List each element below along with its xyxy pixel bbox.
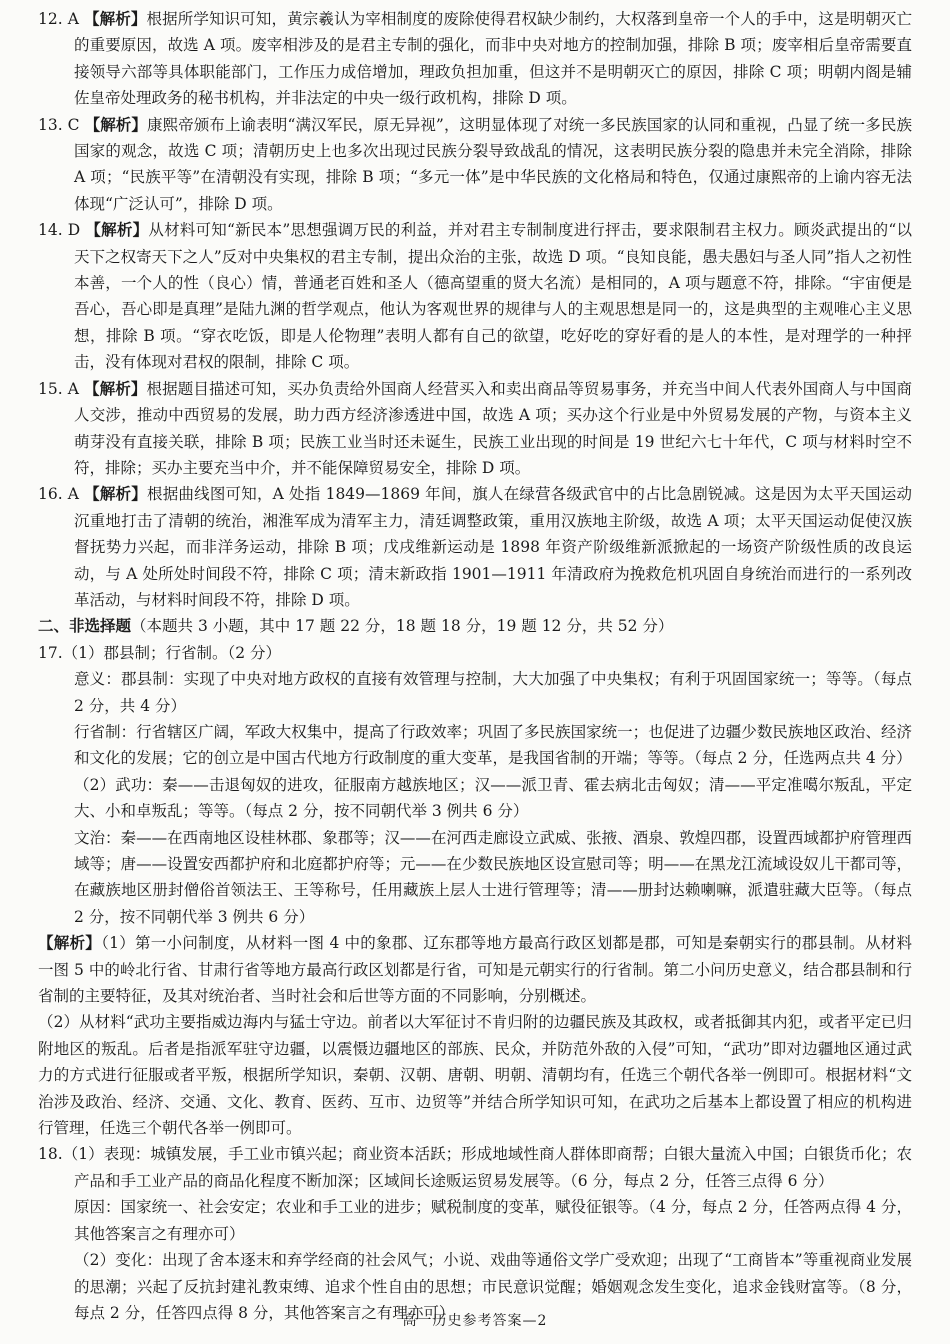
- answer-17-analysis: [38, 930, 912, 1009]
- answer-text: 根据题目描述可知，买办负责给外国商人经营买入和卖出商品等贸易事务，并充当中间人代表外国商人与中国商人交涉，推动中西贸易的发展，助力西方经济渗透进中国，故选 A 项；买办这个行业是中外贸易发展的产物，与资本主义萌芽没有直接关联，排除 B 项；民族工业当时还未诞生，民族工业出现的时间是 19 世纪六七十年代，C 项与材料时空不符，排除；买办主要充当中介，并不能保障贸易安全，排除 D 项。: [74, 379, 912, 477]
- answer-15: [38, 376, 912, 482]
- answer-17-part2-military: （2）武功：秦——击退匈奴的进攻，征服南方越族地区；汉——派卫青、霍去病北击匈奴；清——平定准噶尔叛乱，平定大、小和卓叛乱；等等。（每点 2 分，按不同朝代举 3 例共 6 分）: [74, 775, 912, 821]
- answer-17-significance-junxian: 意义：郡县制：实现了中央对地方政权的直接有效管理与控制，大大加强了中央集权；有利于巩固国家统一；等等。（每点 2 分，共 4 分）: [74, 670, 912, 715]
- answer-17-analysis-part2: （2）从材料“武功主要指威边海内与猛士守边。前者以大军征讨不肯归附的边疆民族及其政权，或者抵御其内犯，或者平定已归附地区的叛乱。后者是指派军驻守边疆，以震慑边疆地区的部族、民众，并防范外敌的入侵”可知，“武功”即对边疆地区通过武力的方式进行征服或者平叛，根据所学知识，秦朝、汉朝、唐朝、明朝、清朝均有，任选三个朝代各举一例即可。根据材料“文治涉及政治、经济、交通、文化、教育、医药、互市、边贸等”并结合所学知识可知，在武功之后基本上都设置了相应的机构进行管理，任选三个朝代各举一例即可。: [38, 1013, 912, 1138]
- answer-number: 16. A: [38, 485, 79, 504]
- analysis-tag: 【解析】: [84, 114, 148, 134]
- answer-17-part2-civil: 文治：秦——在西南地区设桂林郡、象郡等；汉——在河西走廊设立武威、张掖、酒泉、敦煌四郡，设置西域都护府管理西域等；唐——设置安西都护府和北庭都护府等；元——在少数民族地区设宣慰司等；明——在黑龙江流域设奴儿干都司等，在藏族地区册封僧俗首领法王、王等称号，任用藏族上层人士进行管理等；清——册封达赖喇嘛，派遣驻藏大臣等。（每点 2 分，按不同朝代举 3 例共 6 分）: [74, 828, 912, 926]
- page-footer: 高一历史参考答案—2: [402, 1313, 548, 1329]
- answer-14: [38, 217, 912, 375]
- answer-text: 根据曲线图可知，A 处指 1849—1869 年间，旗人在绿营各级武官中的占比急剧锐减。这是因为太平天国运动沉重地打击了清朝的统治，湘淮军成为清军主力，清廷调整政策，重用汉族地主阶级，故选 A 项；太平天国运动促使汉族督抚势力兴起，而非洋务运动，排除 B 项；戊戌维新运动是 1898 年资产阶级维新派掀起的一场资产阶级性质的改良运动，与 A 处所处时间段不符，排除 C 项；清末新政指 1901—1911 年清政府为挽救危机巩固自身统治而进行的一系列改革活动，与材料时间段不符，排除 D 项。: [74, 485, 912, 609]
- answer-number: 12. A: [38, 10, 79, 28]
- answer-text: 从材料可知“新民本”思想强调万民的利益，并对君主专制制度进行抨击，要求限制君主权力。顾炎武提出的“以天下之权寄天下之人”反对中央集权的君主专制，提出众治的主张，故选 D 项。“良知良能，愚夫愚妇与圣人同”指人之初性本善，一个人的性（良心）情，普通老百姓和圣人（德高望重的贤大名流）是相同的，A 项与题意不符，排除。“宇宙便是吾心，吾心即是真理”是陆九渊的哲学观点，他认为客观世界的规律与人的主观思想是同一的，这是典型的主观唯心主义思想，排除 B 项。“穿衣吃饭，即是人伦物理”表明人都有自己的欲望，吃好吃的穿好看的是人的本性，是对理学的一种抨击，没有体现对君权的限制，排除 C 项。: [74, 221, 912, 372]
- answer-text: 康熙帝颁布上谕表明“满汉军民，原无异视”，这明显体现了对统一多民族国家的认同和重视，凸显了统一多民族国家的观念，故选 C 项；清朝历史上也多次出现过民族分裂导致战乱的情况，这表明民族分裂的隐患并未完全消除，排除 A 项；“民族平等”在清朝没有实现，排除 B 项；“多元一体”是中华民族的文化格局和特色，仅通过康熙帝的上谕内容无法体现“广泛认可”，排除 D 项。: [74, 115, 912, 213]
- answer-number: 15. A: [38, 379, 79, 398]
- answer-17-significance-xingsheng: 行省制：行省辖区广阔，军政大权集中，提高了行政效率；巩固了多民族国家统一；也促进了边疆少数民族地区政治、经济和文化的发展；它的创立是中国古代地方行政制度的重大变革，是我国省制的开端；等等。（每点 2 分，任选两点共 4 分）: [74, 722, 912, 768]
- section-heading: [38, 613, 912, 639]
- analysis-tag: 【解析】: [83, 378, 147, 398]
- analysis-text: （1）第一小问制度，从材料一图 4 中的象郡、辽东郡等地方最高行政区划都是郡，可知是秦朝实行的郡县制。从材料一图 5 中的岭北行省、甘肃行省等地方最高行政区划都是行省，可知是元朝实行的行省制。第二小问历史意义，结合郡县制和行省制的主要特征，及其对统治者、当时社会和后世等方面的不同影响，分别概述。: [38, 934, 912, 1006]
- answer-number: 13. C: [38, 115, 80, 134]
- analysis-tag: 【解析】: [85, 220, 149, 240]
- answer-17-part1: 17.（1）郡县制；行省制。（2 分）: [38, 643, 282, 662]
- answer-18-part1: 18.（1）表现：城镇发展，手工业市镇兴起；商业资本活跃；形成地域性商人群体即商帮；白银大量流入中国；白银货币化；农产品和手工业产品的商品化程度不断加深；区域间长途贩运贸易发展等。（6 分，每点 2 分，任答三点得 6 分）: [38, 1145, 912, 1190]
- analysis-tag: 【解析】: [83, 9, 147, 28]
- answer-text: 根据所学知识可知，黄宗羲认为宰相制度的废除使得君权缺少制约，大权落到皇帝一个人的手中，这是明朝灭亡的重要原因，故选 A 项。废宰相涉及的是君主专制的强化，而非中央对地方的控制加强，排除 B 项；废宰相后皇帝需要直接领导六部等具体职能部门，工作压力成倍增加，理政负担加重，但这并不是明朝灭亡的原因，排除 C 项；明朝内阁是辅佐皇帝处理政务的秘书机构，并非法定的中央一级行政机构，排除 D 项。: [74, 10, 912, 108]
- analysis-tag: 【解析】: [38, 933, 102, 953]
- answer-13: [38, 112, 912, 218]
- section-note: （本题共 3 小题，其中 17 题 22 分，18 题 18 分，19 题 12 分，共 52 分）: [131, 617, 674, 636]
- answer-number: 14. D: [38, 221, 81, 240]
- answer-18-part2: （2）变化：出现了舍本逐末和弃学经商的社会风气；小说、戏曲等通俗文学广受欢迎；出现了“工商皆本”等重视商业发展的思潮；兴起了反抗封建礼教束缚、追求个性自由的思想；市民意识觉醒；婚姻观念发生变化，追求金钱财富等。（8 分，每点 2 分，任答四点得 8 分，其他答案言之有理亦可）: [74, 1251, 912, 1322]
- answer-18-reasons: 原因：国家统一、社会安定；农业和手工业的进步；赋税制度的变革，赋役征银等。（4 分，每点 2 分，任答两点得 4 分，其他答案言之有理亦可）: [74, 1198, 912, 1243]
- section-title: 二、非选择题: [38, 616, 132, 636]
- answer-12: [38, 6, 912, 112]
- answer-16: [38, 481, 912, 613]
- analysis-tag: 【解析】: [84, 484, 147, 504]
